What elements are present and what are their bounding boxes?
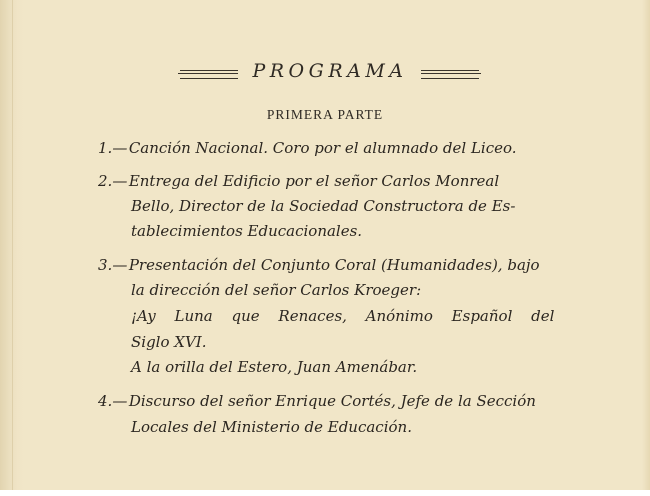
item-3-line-3: ¡Ay Luna que Renaces, Anónimo Español del (131, 307, 555, 325)
item-dash: — (112, 172, 129, 190)
program-item-3 (98, 256, 540, 274)
heading-rule-left (180, 70, 238, 79)
item-number: 3. (98, 256, 113, 274)
item-2-line-2: Bello, Director de la Sociedad Constructora de Es- (131, 197, 516, 215)
program-heading (0, 60, 650, 86)
item-number: 2. (98, 172, 113, 190)
item-2-line-3: tablecimientos Educacionales. (131, 222, 363, 240)
item-dash: — (112, 139, 129, 157)
item-dash: — (112, 392, 129, 410)
program-item-2 (98, 172, 499, 190)
item-3-line-5: A la orilla del Estero, Juan Amenábar. (131, 358, 418, 376)
item-3-line-2: la dirección del señor Carlos Kroeger: (131, 281, 422, 299)
item-4-line-1: Discurso del señor Enrique Cortés, Jefe de la Sección (128, 392, 536, 410)
program-title: PROGRAMA (252, 60, 408, 82)
heading-rule-right (421, 70, 479, 79)
item-3-line-4: Siglo XVI. (131, 333, 207, 351)
program-item-1 (98, 139, 517, 157)
item-3-line-1: Presentación del Conjunto Coral (Humanidades), bajo (128, 256, 540, 274)
item-1-line-1: Canción Nacional. Coro por el alumnado del Liceo. (128, 139, 517, 157)
section-title: PRIMERA PARTE (266, 107, 384, 122)
item-number: 4. (98, 392, 113, 410)
item-dash: — (112, 256, 129, 274)
item-number: 1. (98, 139, 113, 157)
item-2-line-1: Entrega del Edificio por el señor Carlos Monreal (128, 172, 500, 190)
item-4-line-2: Locales del Ministerio de Educación. (131, 418, 412, 436)
scan-border (0, 490, 650, 496)
program-item-4 (98, 392, 536, 410)
